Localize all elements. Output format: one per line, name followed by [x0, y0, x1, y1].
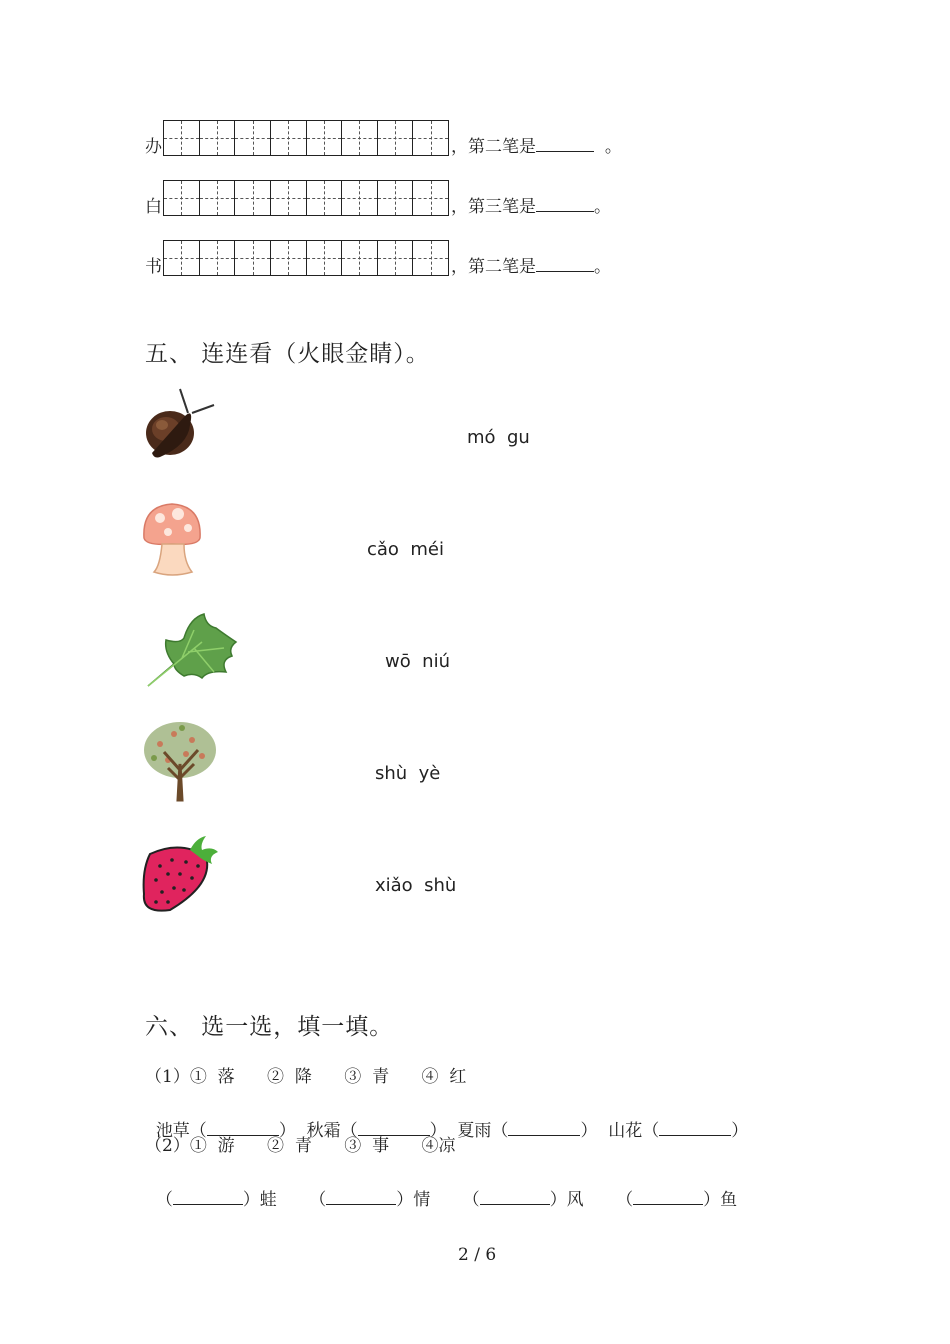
- answer-blank[interactable]: [536, 211, 594, 212]
- answer-blank[interactable]: [173, 1204, 243, 1205]
- pinyin-label[interactable]: shù yè: [375, 763, 441, 784]
- answer-blank[interactable]: [659, 1135, 731, 1136]
- group1-fill-row: 池草（ ） 秋霜（ ） 夏雨（ ） 山花（ ）: [155, 1121, 749, 1141]
- answer-blank[interactable]: [536, 151, 594, 152]
- snail-image[interactable]: [140, 385, 220, 467]
- stroke-question-text: ，第二笔是: [451, 257, 536, 277]
- stroke-writing-grid[interactable]: [163, 180, 449, 216]
- page-number: 2 / 6: [458, 1245, 497, 1265]
- stroke-question-row: [145, 240, 645, 276]
- stroke-character: 书: [145, 257, 162, 277]
- group2-fill-row: （ ）蛙 （ ）情 （ ）风 （ ）鱼: [155, 1190, 738, 1210]
- stroke-question-row: [145, 120, 645, 156]
- group1-options: （1）① 落 ② 降 ③ 青 ④ 红: [145, 1067, 467, 1087]
- pinyin-label[interactable]: xiǎo shù: [375, 875, 457, 896]
- stroke-writing-grid[interactable]: [163, 240, 449, 276]
- stroke-character: 白: [145, 197, 162, 217]
- pinyin-label[interactable]: wō niú: [385, 651, 450, 672]
- answer-blank[interactable]: [508, 1135, 580, 1136]
- answer-blank[interactable]: [633, 1204, 703, 1205]
- pinyin-label[interactable]: cǎo méi: [367, 539, 444, 560]
- strawberry-image[interactable]: [140, 834, 220, 916]
- sentence-end: 。: [594, 257, 611, 277]
- answer-blank[interactable]: [326, 1204, 396, 1205]
- answer-blank[interactable]: [536, 271, 594, 272]
- stroke-writing-grid[interactable]: [163, 120, 449, 156]
- stroke-character: 办: [145, 137, 162, 157]
- sentence-end: 。: [594, 197, 611, 217]
- stroke-question-text: ，第三笔是: [451, 197, 536, 217]
- stroke-question-text: ，第二笔是: [451, 137, 536, 157]
- mushroom-image[interactable]: [140, 500, 204, 576]
- tree-image[interactable]: [140, 720, 220, 802]
- stroke-question-row: [145, 180, 645, 216]
- answer-blank[interactable]: [480, 1204, 550, 1205]
- sentence-end: 。: [604, 137, 622, 157]
- leaf-image[interactable]: [144, 612, 240, 690]
- pinyin-label[interactable]: mó gu: [467, 427, 530, 448]
- section5-heading: 五、 连连看（火眼金睛）。: [145, 341, 430, 367]
- section6-heading: 六、 选一选，填一填。: [145, 1014, 394, 1040]
- group2-options: （2）① 游 ② 青 ③ 事 ④凉: [145, 1136, 456, 1156]
